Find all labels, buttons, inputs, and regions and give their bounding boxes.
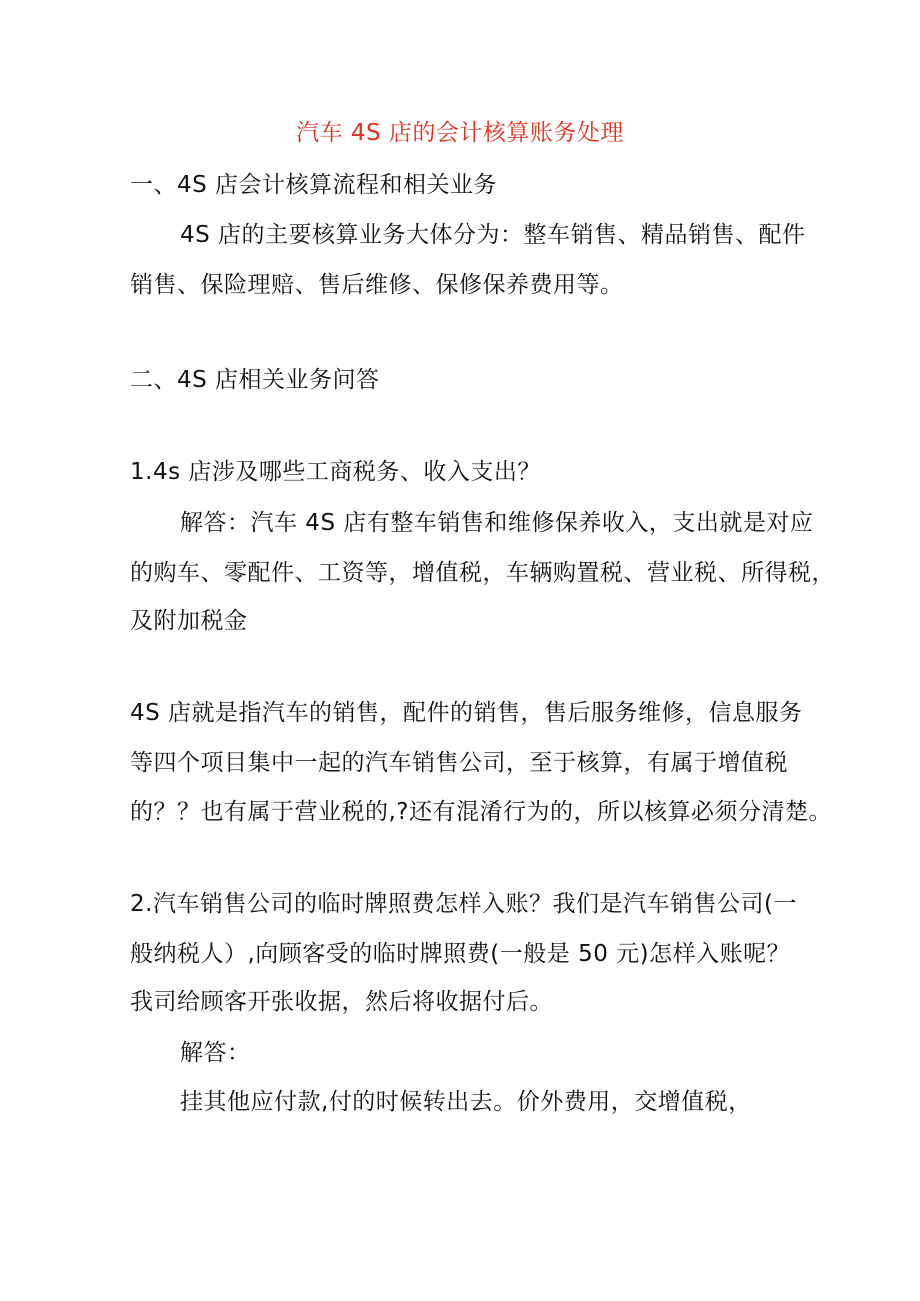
q1-question: 1.4s 店涉及哪些工商税务、收入支出？ [130, 459, 541, 485]
section1-para-line: 4S 店的主要核算业务大体分为：整车销售、精品销售、配件 [180, 222, 806, 248]
q2-question-line: 2.汽车销售公司的临时牌照费怎样入账？我们是汽车销售公司(一 [130, 891, 797, 917]
note-line: 4S 店就是指汽车的销售，配件的销售，售后服务维修，信息服务 [130, 700, 803, 726]
note-line: 等四个项目集中一起的汽车销售公司，至于核算，有属于增值税 [130, 750, 788, 776]
section2-heading: 二、4S 店相关业务问答 [130, 367, 380, 393]
q1-answer-line: 解答：汽车 4S 店有整车销售和维修保养收入，支出就是对应 [180, 510, 814, 536]
document-title: 汽车 4S 店的会计核算账务处理 [296, 120, 624, 146]
note-line: 的？？也有属于营业税的,?还有混淆行为的，所以核算必须分清楚。 [130, 799, 833, 825]
q1-answer-line: 及附加税金 [130, 608, 248, 634]
section1-heading: 一、4S 店会计核算流程和相关业务 [130, 172, 498, 198]
q2-answer: 挂其他应付款,付的时候转出去。价外费用，交增值税， [180, 1089, 752, 1115]
section1-para-line: 销售、保险理赔、售后维修、保修保养费用等。 [130, 272, 624, 298]
q2-question-line: 我司给顾客开张收据，然后将收据付后。 [130, 989, 553, 1015]
q2-answer-label: 解答： [180, 1040, 251, 1066]
q1-answer-line: 的购车、零配件、工资等，增值税，车辆购置税、营业税、所得税， [130, 560, 835, 586]
q2-question-line: 般纳税人）,向顾客受的临时牌照费(一般是 50 元)怎样入账呢？ [130, 941, 791, 967]
